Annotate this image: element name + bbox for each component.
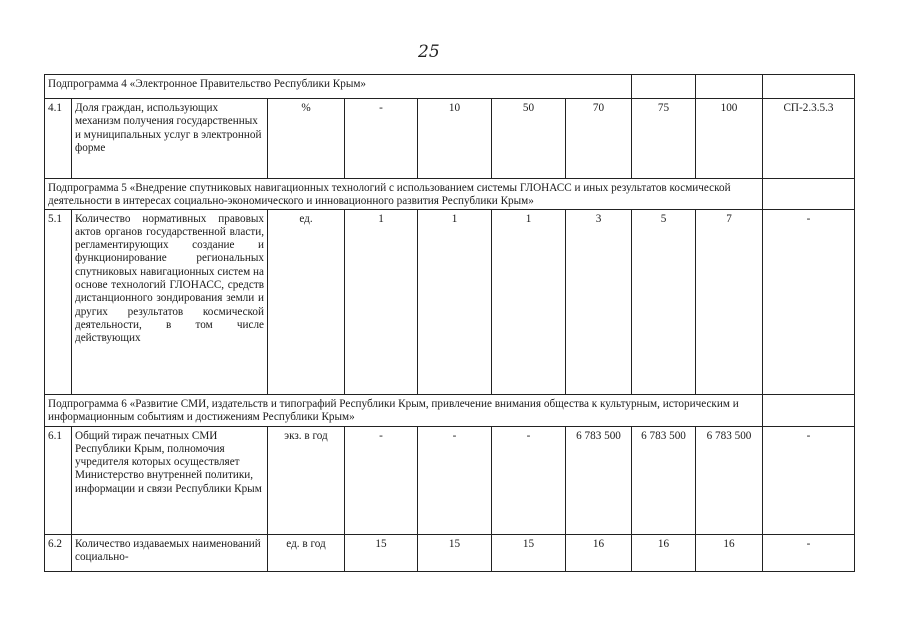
row-number: 5.1 (45, 209, 72, 394)
empty-cell (696, 75, 763, 99)
value-cell: 6 783 500 (696, 426, 763, 534)
reference-code: - (763, 534, 855, 571)
indicator-description: Количество нормативных правовых актов органов государственной власти, регламентирующих создание и функционирование региональных спутниковых навигационных систем на основе технологий ГЛОНАСС, средств дистанционного зондирования земли и других результатов космической деятельности, в том числе действующих (72, 209, 268, 394)
value-cell: 3 (566, 209, 632, 394)
indicator-description: Доля граждан, использующих механизм получения государственных и муниципальных услуг в электронной форме (72, 99, 268, 179)
value-cell: 75 (632, 99, 696, 179)
subprogram-header-row (45, 394, 855, 426)
unit-of-measure: экз. в год (268, 426, 345, 534)
value-cell: 6 783 500 (566, 426, 632, 534)
row-number: 4.1 (45, 99, 72, 179)
value-cell: 16 (632, 534, 696, 571)
empty-cell (763, 394, 855, 426)
table-row (45, 99, 855, 179)
value-cell: 15 (345, 534, 418, 571)
value-cell: - (418, 426, 492, 534)
value-cell: 16 (696, 534, 763, 571)
unit-of-measure: ед. в год (268, 534, 345, 571)
value-cell: 5 (632, 209, 696, 394)
table-row (45, 209, 855, 394)
subprogram-title: Подпрограмма 5 «Внедрение спутниковых навигационных технологий с использованием системы ГЛОНАСС и иных результатов космической деятельности в интересах социально-экономического и инновационного развития Республики Крым» (45, 179, 763, 210)
unit-of-measure: ед. (268, 209, 345, 394)
value-cell: 1 (418, 209, 492, 394)
unit-of-measure: % (268, 99, 345, 179)
subprogram-title: Подпрограмма 6 «Развитие СМИ, издательств и типографий Республики Крым, привлечение внимания общества к культурным, историческим и информационным событиям и достижениям Республики Крым» (45, 394, 763, 426)
value-cell: - (345, 426, 418, 534)
empty-cell (632, 75, 696, 99)
table-row (45, 426, 855, 534)
value-cell: 7 (696, 209, 763, 394)
subprogram-header-row (45, 179, 855, 210)
indicator-description: Количество издаваемых наименований социально- (72, 534, 268, 571)
value-cell: 1 (492, 209, 566, 394)
value-cell: 1 (345, 209, 418, 394)
value-cell: 10 (418, 99, 492, 179)
reference-code: - (763, 209, 855, 394)
value-cell: 70 (566, 99, 632, 179)
empty-cell (763, 179, 855, 210)
value-cell: - (492, 426, 566, 534)
table-row (45, 534, 855, 571)
row-number: 6.2 (45, 534, 72, 571)
reference-code: СП-2.3.5.3 (763, 99, 855, 179)
value-cell: 50 (492, 99, 566, 179)
empty-cell (763, 75, 855, 99)
value-cell: 15 (492, 534, 566, 571)
value-cell: - (345, 99, 418, 179)
indicator-description: Общий тираж печатных СМИ Республики Крым, полномочия учредителя которых осуществляет Министерство внутренней политики, информации и связи Республики Крым (72, 426, 268, 534)
row-number: 6.1 (45, 426, 72, 534)
value-cell: 15 (418, 534, 492, 571)
page-number: 25 (418, 42, 440, 62)
subprogram-header-row (45, 75, 855, 99)
subprogram-title: Подпрограмма 4 «Электронное Правительство Республики Крым» (45, 75, 632, 99)
reference-code: - (763, 426, 855, 534)
value-cell: 6 783 500 (632, 426, 696, 534)
value-cell: 100 (696, 99, 763, 179)
value-cell: 16 (566, 534, 632, 571)
indicators-table (44, 74, 855, 572)
